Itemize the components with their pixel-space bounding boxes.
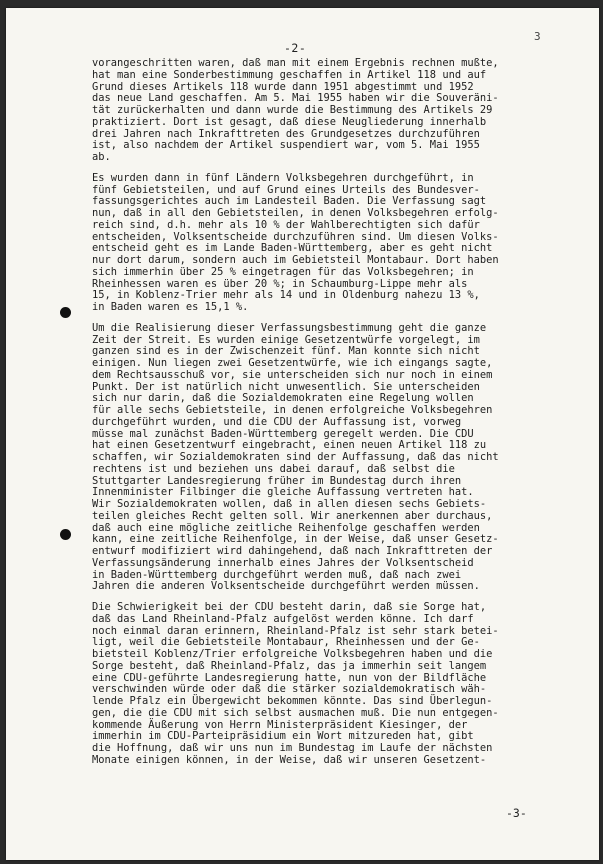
text-line: fünf Gebietsteilen, und auf Grund eines Urteils des Bundesver- [92, 183, 480, 196]
text-line: Stuttgarter Landesregierung früher im Bundestag durch ihren [92, 474, 462, 487]
page-number: -2- [284, 41, 307, 55]
text-line: Die Schwierigkeit bei der CDU besteht darin, daß sie Sorge hat, [92, 601, 487, 613]
text-line: rechtens ist und beziehen uns dabei darauf, daß selbst die [92, 462, 455, 475]
text-line: hat man eine Sonderbestimmung geschaffen in Artikel 118 und auf [92, 68, 487, 81]
text-line: Sorge besteht, daß Rheinland-Pfalz, das ja immerhin seit langem [92, 659, 487, 672]
punch-hole-top [60, 307, 71, 318]
text-line: Es wurden dann in fünf Ländern Volksbegehren durchgeführt, in [92, 171, 474, 184]
text-line: verschwinden würde oder daß die stärker sozialdemokratisch wäh- [92, 683, 487, 696]
text-line: praktiziert. Dort ist gesagt, daß diese Neugliederung innerhalb [92, 115, 487, 128]
text-line: hat einen Gesetzentwurf eingebracht, einen neuen Artikel 118 zu [92, 439, 487, 452]
text-line: durchgeführt wurden, und die CDU der Auffassung ist, vorweg [92, 415, 462, 428]
text-line: in Baden-Württemberg durchgeführt werden muß, daß nach zwei [92, 568, 462, 581]
paragraph [92, 323, 572, 593]
paragraph [92, 173, 572, 314]
paragraph [92, 602, 572, 767]
body-text [92, 58, 572, 776]
text-line: Monate einigen können, in der Weise, daß wir unseren Gesetzent- [92, 753, 487, 766]
text-line: entwurf modifiziert wird dahingehend, daß nach Inkrafttreten der [92, 545, 493, 557]
text-line: dem Rechtsausschuß vor, sie unterscheiden sich nur noch in einem [92, 368, 493, 381]
text-line: Rheinhessen waren es über 20 %; in Schaumburg-Lippe mehr als [92, 277, 468, 290]
text-line: kommende Äußerung von Herrn Ministerpräsident Kiesinger, der [92, 718, 468, 731]
text-line: ganzen sind es in der Zwischenzeit fünf. Man konnte sich nicht [92, 345, 480, 358]
text-line: bietsteil Koblenz/Trier erfolgreiche Volksbegehren haben und die [92, 648, 493, 660]
text-line: 15, in Koblenz-Trier mehr als 14 und in Oldenburg nahezu 13 %, [92, 289, 480, 302]
text-line: schaffen, wir Sozialdemokraten sind der Auffassung, daß das nicht [92, 451, 499, 463]
text-line: Punkt. Der ist natürlich nicht unwesentlich. Sie unterscheiden [92, 380, 480, 393]
text-line: das neue Land geschaffen. Am 5. Mai 1955 haben wir die Souveräni- [92, 92, 499, 105]
text-line: tät zurückerhalten und dann wurde die Bestimmung des Artikels 29 [92, 104, 493, 116]
text-line: gen, die die CDU mit sich selbst ausmachen muß. Die nun entgegen- [92, 706, 499, 719]
text-line: daß das Land Rheinland-Pfalz aufgelöst werden könne. Ich darf [92, 612, 474, 625]
text-line: müsse mal zunächst Baden-Württemberg geregelt werden. Die CDU [92, 427, 474, 440]
text-line: drei Jahren nach Inkrafttreten des Grundgesetzes durchzuführen [92, 127, 480, 140]
text-line: daß auch eine mögliche zeitliche Reihenfolge geschaffen werden [92, 521, 480, 534]
text-line: Jahren die anderen Volksentscheide durchgeführt werden müssen. [92, 580, 480, 593]
text-line: die Hoffnung, daß wir uns nun im Bundestag im Laufe der nächsten [92, 742, 493, 754]
text-line: fassungsgerichtes auch im Landesteil Baden. Die Verfassung sagt [92, 195, 487, 208]
text-line: Grund dieses Artikels 118 wurde dann 1951 abgestimmt und 1952 [92, 80, 474, 93]
text-line: Innenminister Filbinger die gleiche Auffassung vertreten hat. [92, 486, 474, 499]
text-line: reich sind, d.h. mehr als 10 % der Wahlberechtigten sich dafür [92, 218, 480, 231]
text-line: ab. [92, 151, 111, 163]
text-line: Verfassungsänderung innerhalb eines Jahres der Volksentscheid [92, 556, 474, 569]
text-line: Um die Realisierung dieser Verfassungsbestimmung geht die ganze [92, 321, 487, 334]
text-line: Zeit der Streit. Es wurden einige Gesetzentwürfe vorgelegt, im [92, 333, 480, 346]
text-line: in Baden waren es 15,1 %. [92, 301, 249, 313]
text-line: für alle sechs Gebietsteile, in denen erfolgreiche Volksbegehren [92, 404, 493, 416]
next-page-marker: -3- [506, 806, 527, 820]
text-line: immerhin im CDU-Parteipräsidium ein Wort mitzureden hat, gibt [92, 730, 474, 743]
document-page [6, 8, 599, 860]
text-line: teilen gleiches Recht gelten soll. Wir anerkennen aber durchaus, [92, 509, 493, 522]
text-line: ist, also nachdem der Artikel suspendiert war, vom 5. Mai 1955 [92, 139, 480, 152]
text-line: vorangeschritten waren, daß man mit einem Ergebnis rechnen mußte, [92, 57, 499, 69]
text-line: nun, daß in all den Gebietsteilen, in denen Volksbegehren erfolg- [92, 207, 499, 219]
text-line: entscheiden, Volksentscheide durchzuführen sind. Um diesen Volks- [92, 230, 499, 243]
text-line: ligt, weil die Gebietsteile Montabaur, Rheinhessen und der Ge- [92, 636, 480, 649]
text-line: nur dort darum, sondern auch im Gebietsteil Montabaur. Dort haben [92, 254, 499, 266]
punch-hole-bottom [60, 529, 71, 540]
text-line: entscheid geht es im Lande Baden-Württemberg, aber es geht nicht [92, 242, 493, 255]
text-line: einigen. Nun liegen zwei Gesetzentwürfe, wie ich eingangs sagte, [92, 357, 493, 369]
text-line: Wir Sozialdemokraten wollen, daß in allen diesen sechs Gebiets- [92, 498, 487, 510]
corner-mark: 3 [534, 30, 541, 43]
text-line: sich immerhin über 25 % eingetragen für das Volksbegehren; in [92, 265, 474, 278]
text-line: lende Pfalz ein Übergewicht bekommen könnte. Das sind Überlegun- [92, 695, 493, 707]
text-line: eine CDU-geführte Landesregierung hatte, nun von der Bildfläche [92, 671, 487, 684]
text-line: kann, eine zeitliche Reihenfolge, in der Weise, daß unser Gesetz- [92, 533, 499, 546]
text-line: sich nur darin, daß die Sozialdemokraten eine Regelung wollen [92, 392, 474, 405]
text-line: noch einmal daran erinnern, Rheinland-Pfalz ist sehr stark betei- [92, 624, 499, 637]
paragraph [92, 58, 572, 164]
